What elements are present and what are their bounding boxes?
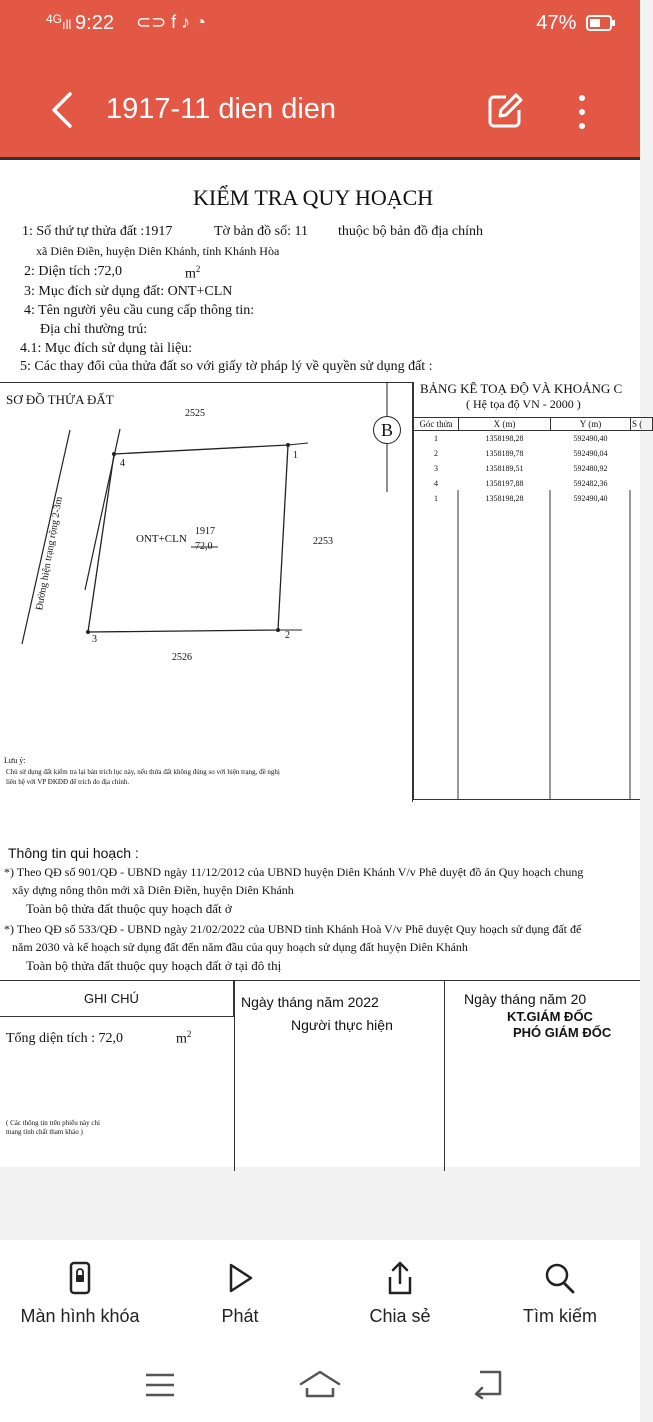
north-letter: B xyxy=(380,420,393,440)
disclaimer-1: ( Các thông tin trên phiếu này chỉ xyxy=(6,1119,100,1127)
notification-icons: ⊂⊃ f ♪ ◔ xyxy=(136,12,207,32)
performer-label: Người thực hiện xyxy=(291,1017,393,1033)
battery-icon xyxy=(586,15,616,31)
total-area-unit: m xyxy=(176,1031,187,1047)
home-icon[interactable] xyxy=(297,1368,343,1400)
battery-level: 47% xyxy=(536,12,577,34)
document-page xyxy=(0,157,643,1167)
north-arrow xyxy=(373,416,401,444)
more-options-icon[interactable] xyxy=(570,92,594,132)
sketch-title: SƠ ĐỒ THỬA ĐẤT xyxy=(6,392,114,407)
play-label: Phát xyxy=(221,1306,259,1326)
note-line-1: Chủ sử dụng đất kiểm tra lại bản trích lục này, nếu thửa đất không đúng so với hiện trạng, đề nghị xyxy=(6,768,280,776)
network-indicator: 4G xyxy=(46,12,63,26)
play-icon xyxy=(224,1260,256,1296)
east-neighbor: 2253 xyxy=(313,536,333,547)
plan-decision-1c: Toàn bộ thửa đất thuộc quy hoạch đất ở xyxy=(26,901,232,916)
share-label: Chia sẻ xyxy=(369,1306,431,1326)
area-unit-exp: 2 xyxy=(195,264,201,274)
area-unit: m xyxy=(185,266,196,282)
row-x: 1358198,28 xyxy=(485,433,524,443)
area-line: 2: Diện tích :72,0 xyxy=(24,264,122,279)
lock-screen-icon xyxy=(66,1260,94,1296)
lock-screen-button[interactable] xyxy=(0,1260,160,1327)
plan-decision-2: *) Theo QĐ số 533/QĐ - UBND ngày 21/02/2022 của UBND tỉnh Khánh Hoà V/v Phê duyệt Quy hoạch sử dụng đất đế xyxy=(4,922,582,936)
col-x: X (m) xyxy=(459,418,551,431)
parcel-id: 1917 xyxy=(195,526,215,537)
share-icon xyxy=(384,1260,416,1296)
parcel-number-line: 1: Số thứ tự thửa đất :1917 xyxy=(22,224,173,239)
row-vertex: 2 xyxy=(434,448,438,458)
coordinate-row xyxy=(414,446,653,461)
row-y: 592482,36 xyxy=(573,478,608,488)
date-director: Ngày tháng năm 20 xyxy=(464,991,587,1007)
map-sheet-line: Tờ bản đồ số: 11 xyxy=(214,224,308,239)
col-y: Y (m) xyxy=(551,418,631,431)
row-vertex: 4 xyxy=(434,478,438,488)
row-x: 1358198,28 xyxy=(485,493,524,503)
note-line-2: liên hệ với VP ĐKĐĐ để trích đo địa chính. xyxy=(6,778,130,786)
plan-title: Thông tin qui hoạch : xyxy=(8,845,139,861)
recent-apps-icon[interactable] xyxy=(143,1371,177,1399)
director-title: KT.GIÁM ĐỐC xyxy=(507,1009,593,1024)
row-y: 592480,92 xyxy=(573,463,608,473)
row-y: 592490,04 xyxy=(573,448,608,458)
total-area: Tổng diện tích : 72,0 xyxy=(6,1031,124,1046)
app-bar xyxy=(0,0,640,157)
row-x: 1358189,51 xyxy=(485,463,524,473)
search-button[interactable] xyxy=(480,1260,640,1327)
parcel-area: 72,0 xyxy=(195,541,213,552)
table-grid-lines xyxy=(413,490,640,800)
back-arrow-icon[interactable] xyxy=(44,88,84,132)
parcel-drawing xyxy=(0,382,413,802)
coordinate-row xyxy=(414,431,653,446)
address-line: Địa chỉ thường trú: xyxy=(40,322,148,337)
purpose-line: 4.1: Mục đích sử dụng tài liệu: xyxy=(20,341,193,356)
doc-heading: KIỂM TRA QUY HOẠCH xyxy=(193,185,434,210)
search-icon xyxy=(543,1260,577,1296)
note-title: Lưu ý: xyxy=(4,756,26,765)
plan-decision-2b: năm 2030 và kế hoạch sử dụng đất đến năm đầu của quy hoạch sử dụng đất huyện Diên Khánh xyxy=(12,940,468,954)
status-bar: $^{4G}$ıll 9:22 ⊂⊃ f ♪ ◔ 47% xyxy=(46,12,616,40)
land-use-line: 3: Mục đích sử dụng đất: ONT+CLN xyxy=(24,284,233,299)
coordinate-row xyxy=(414,476,653,491)
lock-screen-label: Màn hình khóa xyxy=(20,1306,140,1326)
col-vertex: Góc thửa xyxy=(414,418,459,431)
table-subtitle: ( Hệ tọa độ VN - 2000 ) xyxy=(466,397,581,411)
share-button[interactable] xyxy=(320,1260,480,1327)
row-y: 592490,40 xyxy=(573,493,608,503)
disclaimer-2: mang tính chất tham khảo ) xyxy=(6,1128,83,1136)
vertex-4: 4 xyxy=(120,458,125,469)
road-label: Đường hiện trạng rộng 2-3m xyxy=(34,495,65,612)
vertex-3: 3 xyxy=(92,634,97,645)
clock: 9:22 xyxy=(75,12,114,34)
parcel-land-use: ONT+CLN xyxy=(136,533,187,545)
plan-decision-2c: Toàn bộ thửa đất thuộc quy hoạch đất ở tại đô thị xyxy=(26,958,282,973)
back-nav-icon[interactable] xyxy=(470,1368,506,1400)
plan-decision-1: *) Theo QĐ số 901/QĐ - UBND ngày 11/12/2012 của UBND huyện Diên Khánh V/v Phê duyệt đồ án Quy hoạch chung xyxy=(4,865,584,879)
system-navigation-bar xyxy=(0,1350,640,1422)
requester-line: 4: Tên người yêu cầu cung cấp thông tin: xyxy=(24,303,255,318)
location-line: xã Diên Điền, huyện Diên Khánh, tỉnh Khánh Hòa xyxy=(36,244,280,258)
document-title: 1917-11 dien dien xyxy=(106,93,337,125)
coordinate-row xyxy=(414,461,653,476)
total-area-unit-exp: 2 xyxy=(186,1029,192,1039)
play-button[interactable] xyxy=(160,1260,320,1327)
plan-decision-1b: xây dựng nông thôn mới xã Diên Điền, huyện Diên Khánh xyxy=(12,883,294,897)
row-y: 592490,40 xyxy=(573,433,608,443)
col-distance: S ( xyxy=(631,418,653,431)
table-title: BẢNG KÊ TOẠ ĐỘ VÀ KHOẢNG C xyxy=(420,381,623,396)
north-neighbor: 2525 xyxy=(185,408,205,419)
row-x: 1358197,88 xyxy=(485,478,524,488)
vertex-1: 1 xyxy=(293,450,298,461)
row-vertex: 1 xyxy=(434,493,438,503)
row-x: 1358189,78 xyxy=(485,448,524,458)
edit-icon[interactable] xyxy=(486,92,524,130)
vertex-2: 2 xyxy=(285,630,290,641)
search-label: Tìm kiếm xyxy=(523,1306,597,1326)
notes-header: GHI CHÚ xyxy=(84,991,139,1006)
footer-table xyxy=(0,980,640,1170)
date-performer: Ngày tháng năm 2022 xyxy=(241,994,379,1010)
deputy-director-title: PHÓ GIÁM ĐỐC xyxy=(513,1025,612,1040)
table-header xyxy=(414,418,653,431)
cadastral-set-line: thuộc bộ bản đồ địa chính xyxy=(338,224,484,239)
row-vertex: 3 xyxy=(434,463,438,473)
south-neighbor: 2526 xyxy=(172,652,192,663)
bottom-action-bar xyxy=(0,1240,640,1350)
row-vertex: 1 xyxy=(434,433,438,443)
changes-line: 5: Các thay đổi của thửa đất so với giấy tờ pháp lý về quyền sử dụng đất : xyxy=(20,359,433,374)
